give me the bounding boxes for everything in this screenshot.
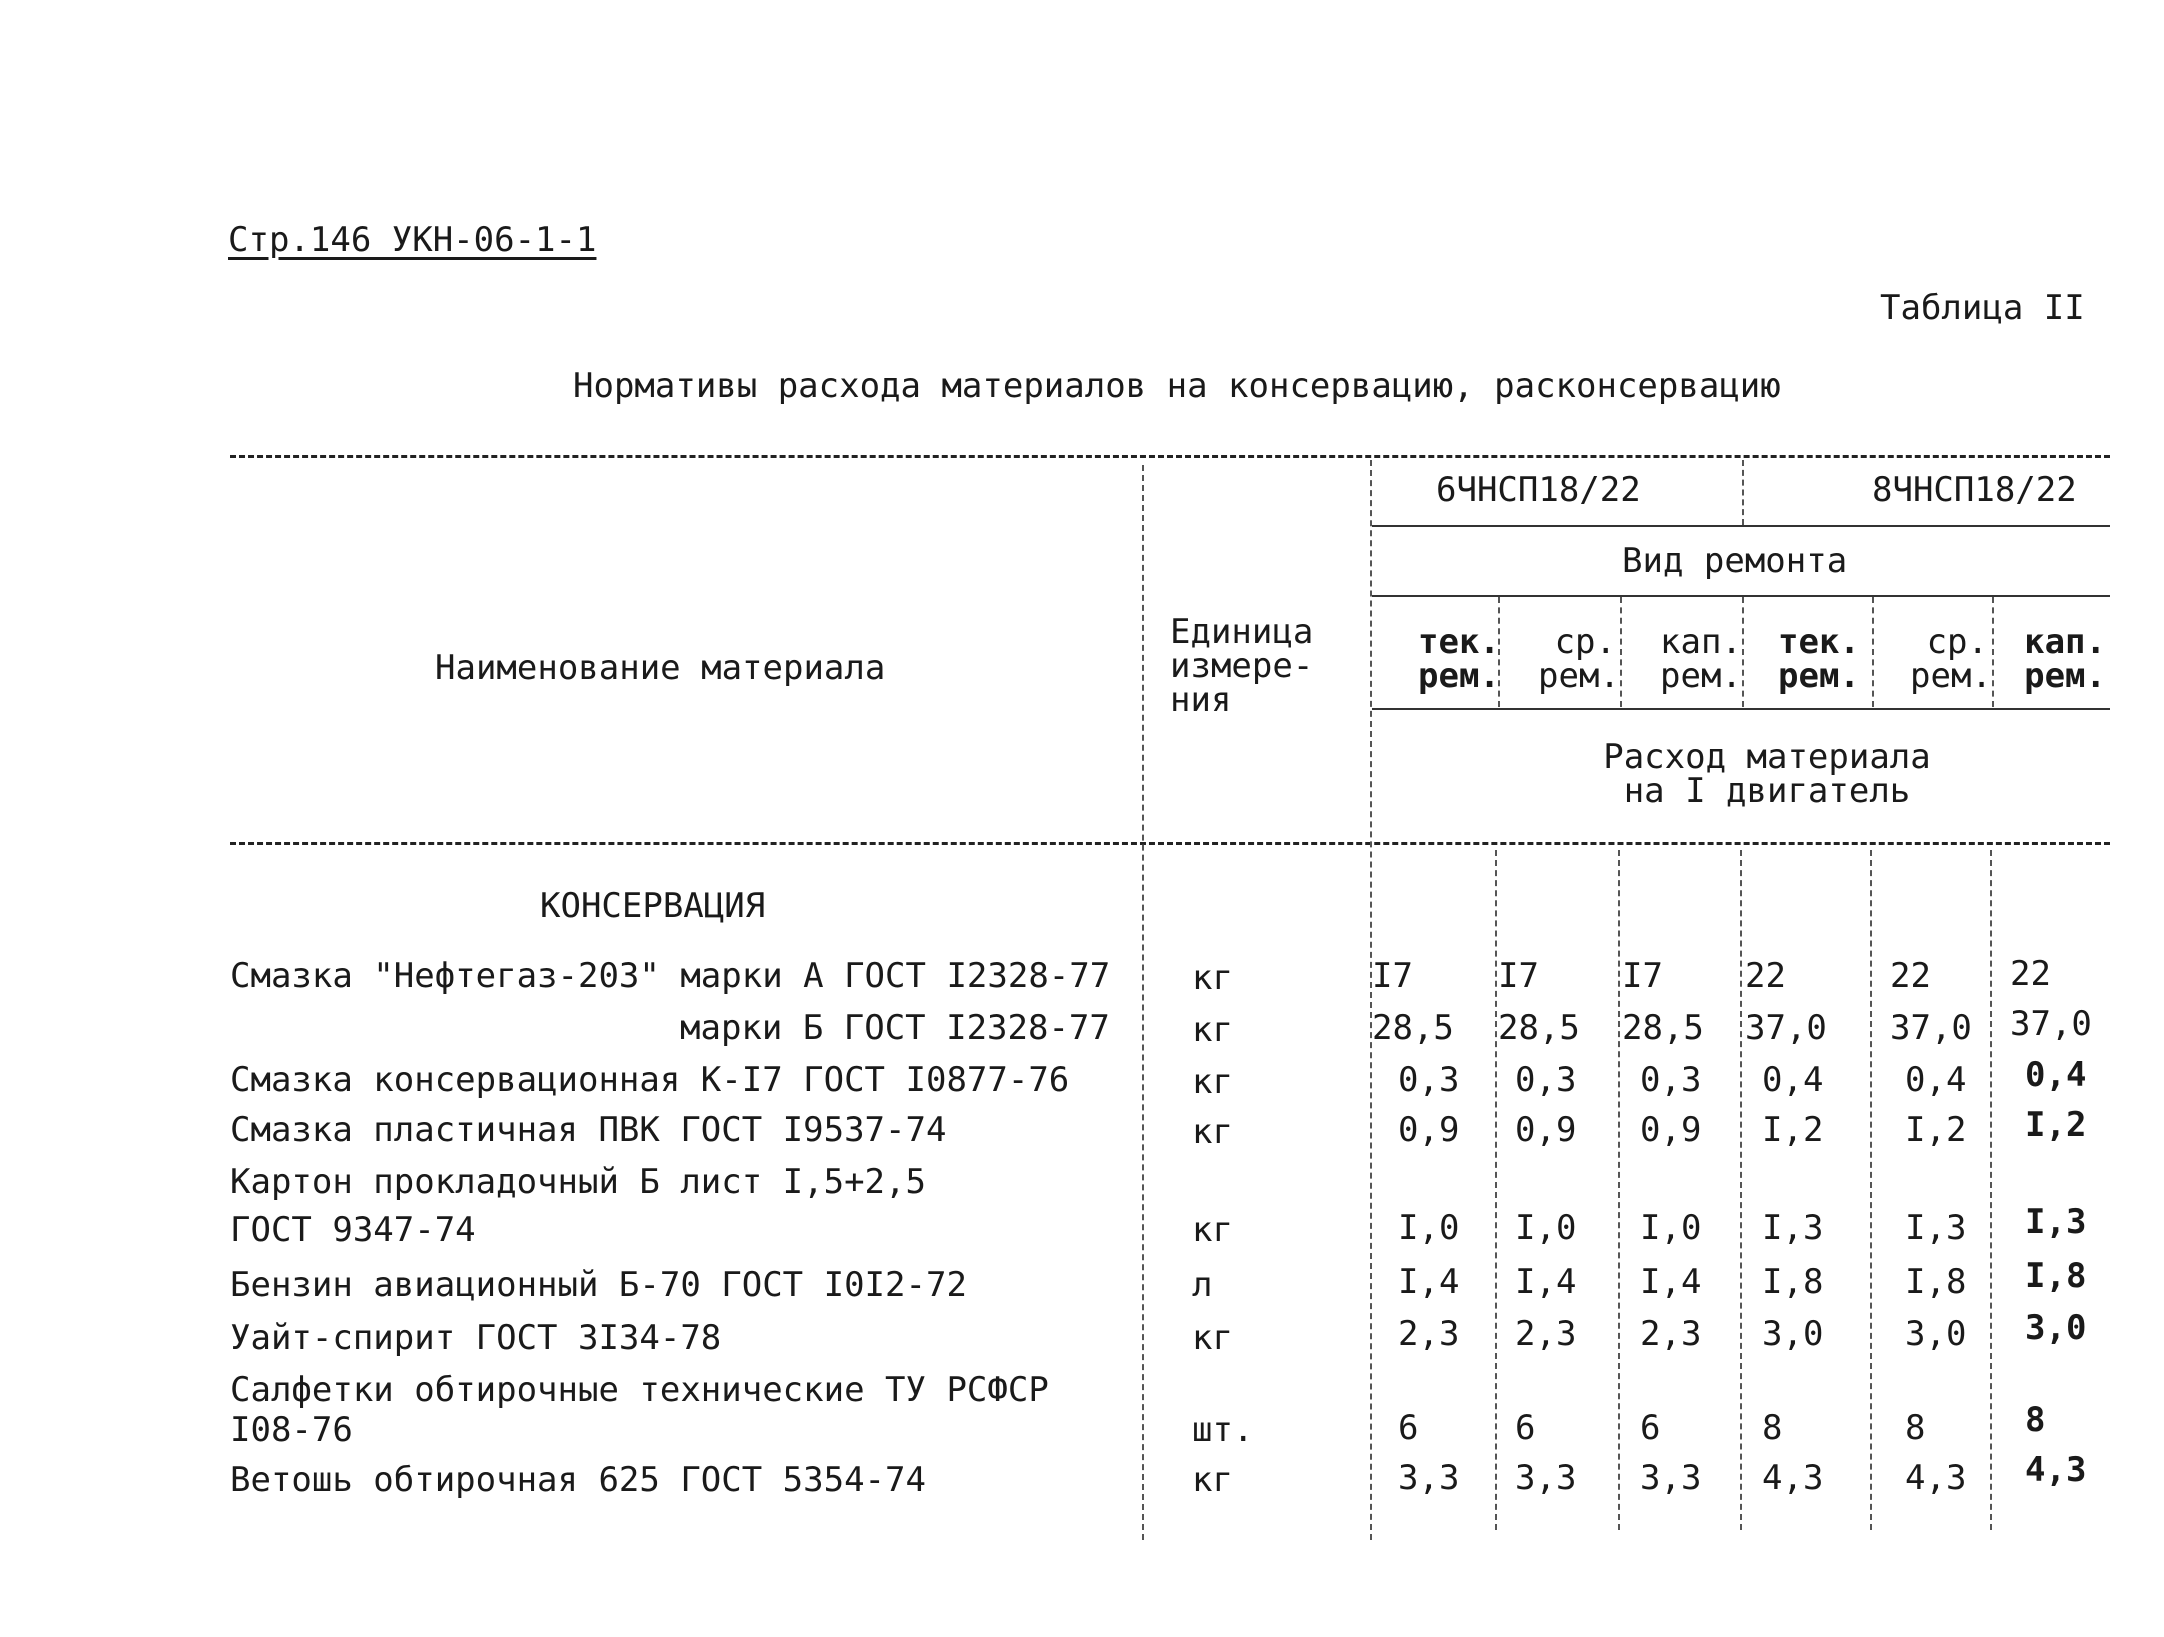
repair-col-divider (1620, 597, 1622, 707)
repair-header-line: рем. (2024, 656, 2106, 696)
material-name: Уайт-спирит ГОСТ 3I34-78 (230, 1318, 722, 1358)
repair-header-tek (1418, 622, 1500, 696)
value-cell: 22 (2010, 954, 2051, 994)
consumption-header-line: на I двигатель (1623, 771, 1911, 811)
value-cell: I,8 (1762, 1262, 1824, 1302)
value-cell: I,8 (1905, 1262, 1967, 1302)
repair-header-sr (1910, 622, 1992, 696)
value-cell: I7 (1498, 956, 1539, 996)
value-cell: 37,0 (1890, 1008, 1972, 1048)
value-col-divider (1495, 850, 1497, 1530)
unit-header-line: Единица (1170, 612, 1314, 652)
repair-header-line: рем. (1778, 656, 1860, 696)
value-cell: 4,3 (1905, 1458, 1967, 1498)
value-cell: 0,4 (1905, 1060, 1967, 1100)
repair-header-line: тек. (1778, 622, 1860, 662)
value-col-divider (1870, 850, 1872, 1530)
unit-header-line: ния (1170, 680, 1232, 720)
unit-cell: кг (1192, 1318, 1233, 1358)
value-cell: 0,4 (2025, 1055, 2087, 1095)
value-cell: I,0 (1398, 1208, 1460, 1248)
value-cell: 3,3 (1398, 1458, 1460, 1498)
value-cell: 6 (1640, 1408, 1661, 1448)
value-cell: 22 (1890, 956, 1931, 996)
value-cell: 3,3 (1640, 1458, 1702, 1498)
repair-type-header: Вид ремонта (1622, 541, 1848, 581)
value-col-divider (1990, 850, 1992, 1530)
value-cell: 28,5 (1372, 1008, 1454, 1048)
value-cell: 6 (1398, 1408, 1419, 1448)
column-divider-unit-values (1370, 460, 1372, 1540)
material-name: Ветошь обтирочная 625 ГОСТ 5354-74 (230, 1460, 926, 1500)
repair-col-divider (1742, 597, 1744, 707)
value-cell: 0,3 (1515, 1060, 1577, 1100)
repair-cols-row-rule (1372, 708, 2110, 710)
repair-header-sr (1538, 622, 1620, 696)
value-cell: 0,9 (1515, 1110, 1577, 1150)
repair-header-line: ср. (1926, 622, 1988, 662)
repair-header-kap (1660, 622, 1742, 696)
material-name-continued: I08-76 (230, 1410, 353, 1450)
unit-cell: кг (1192, 958, 1233, 998)
value-cell: I,2 (2025, 1105, 2087, 1145)
value-cell: 0,4 (1762, 1060, 1824, 1100)
value-cell: I,3 (2025, 1202, 2087, 1242)
value-cell: 4,3 (1762, 1458, 1824, 1498)
header-bottom-rule (230, 842, 2110, 845)
repair-header-line: кап. (2024, 622, 2106, 662)
repair-header-line: рем. (1418, 656, 1500, 696)
value-cell: 0,3 (1398, 1060, 1460, 1100)
page-reference: Стр.146 УКН-06-1-1 (228, 220, 597, 260)
repair-header-tek (1778, 622, 1860, 696)
value-cell: 22 (1745, 956, 1786, 996)
consumption-header-line: Расход материала (1603, 737, 1931, 777)
value-cell: I7 (1372, 956, 1413, 996)
value-cell: 8 (1905, 1408, 1926, 1448)
material-name: марки Б ГОСТ I2328-77 (680, 1008, 1110, 1048)
value-cell: 0,3 (1640, 1060, 1702, 1100)
table-label: Таблица II (1880, 288, 2085, 328)
value-cell: 3,0 (2025, 1308, 2087, 1348)
unit-cell: кг (1192, 1460, 1233, 1500)
material-name-continued: ГОСТ 9347-74 (230, 1210, 476, 1250)
repair-header-line: рем. (1660, 656, 1742, 696)
value-cell: I,2 (1905, 1110, 1967, 1150)
value-cell: 37,0 (2010, 1004, 2092, 1044)
value-cell: 3,0 (1905, 1314, 1967, 1354)
value-cell: I,4 (1515, 1262, 1577, 1302)
value-cell: 0,9 (1398, 1110, 1460, 1150)
engine-header-8chnsp: 8ЧНСП18/22 (1872, 470, 2077, 510)
value-cell: 3,0 (1762, 1314, 1824, 1354)
material-name: Смазка "Нефтегаз-203" марки А ГОСТ I2328-77 (230, 956, 1111, 996)
value-cell: 2,3 (1398, 1314, 1460, 1354)
value-cell: I,4 (1640, 1262, 1702, 1302)
unit-cell: л (1192, 1265, 1213, 1305)
value-cell: 0,9 (1640, 1110, 1702, 1150)
material-name: Салфетки обтирочные технические ТУ РСФСР (230, 1370, 1049, 1410)
repair-col-divider (1872, 597, 1874, 707)
value-cell: I,2 (1762, 1110, 1824, 1150)
value-cell: I,0 (1640, 1208, 1702, 1248)
engine-header-6chnsp: 6ЧНСП18/22 (1436, 470, 1641, 510)
column-divider-engines (1742, 460, 1744, 525)
value-cell: I7 (1622, 956, 1663, 996)
consumption-header (1602, 737, 1932, 811)
table-title: Нормативы расхода материалов на консервацию, расконсервацию (573, 366, 1781, 406)
table-top-rule (230, 455, 2110, 458)
value-cell: 37,0 (1745, 1008, 1827, 1048)
value-cell: I,0 (1515, 1208, 1577, 1248)
value-cell: 4,3 (2025, 1450, 2087, 1490)
value-cell: 6 (1515, 1408, 1536, 1448)
value-cell: 2,3 (1515, 1314, 1577, 1354)
value-cell: 2,3 (1640, 1314, 1702, 1354)
value-cell: I,8 (2025, 1256, 2087, 1296)
material-name: Картон прокладочный Б лист I,5+2,5 (230, 1162, 926, 1202)
engine-row-rule (1372, 525, 2110, 527)
material-name: Бензин авиационный Б-70 ГОСТ I0I2-72 (230, 1265, 967, 1305)
material-column-header: Наименование материала (435, 648, 886, 688)
unit-column-header (1170, 612, 1314, 720)
section-heading: КОНСЕРВАЦИЯ (540, 886, 766, 926)
column-divider-name-unit (1142, 465, 1144, 1540)
repair-header-line: тек. (1418, 622, 1500, 662)
repair-type-row-rule (1372, 595, 2110, 597)
value-col-divider (1740, 850, 1742, 1530)
unit-cell: кг (1192, 1112, 1233, 1152)
value-cell: I,3 (1762, 1208, 1824, 1248)
repair-header-kap (2018, 622, 2106, 696)
value-cell: 28,5 (1622, 1008, 1704, 1048)
material-name: Смазка консервационная К-I7 ГОСТ I0877-76 (230, 1060, 1070, 1100)
repair-header-line: рем. (1538, 656, 1620, 696)
value-cell: 28,5 (1498, 1008, 1580, 1048)
unit-cell: кг (1192, 1210, 1233, 1250)
value-cell: 3,3 (1515, 1458, 1577, 1498)
repair-header-line: ср. (1554, 622, 1616, 662)
value-col-divider (1618, 850, 1620, 1530)
unit-cell: кг (1192, 1010, 1233, 1050)
value-cell: I,3 (1905, 1208, 1967, 1248)
value-cell: 8 (2025, 1400, 2046, 1440)
unit-header-line: измере- (1170, 646, 1314, 686)
value-cell: I,4 (1398, 1262, 1460, 1302)
repair-header-line: кап. (1660, 622, 1742, 662)
unit-cell: кг (1192, 1062, 1233, 1102)
repair-col-divider (1992, 597, 1994, 707)
material-name: Смазка пластичная ПВК ГОСТ I9537-74 (230, 1110, 947, 1150)
repair-header-line: рем. (1910, 656, 1992, 696)
value-cell: 8 (1762, 1408, 1783, 1448)
unit-cell: шт. (1192, 1410, 1254, 1450)
